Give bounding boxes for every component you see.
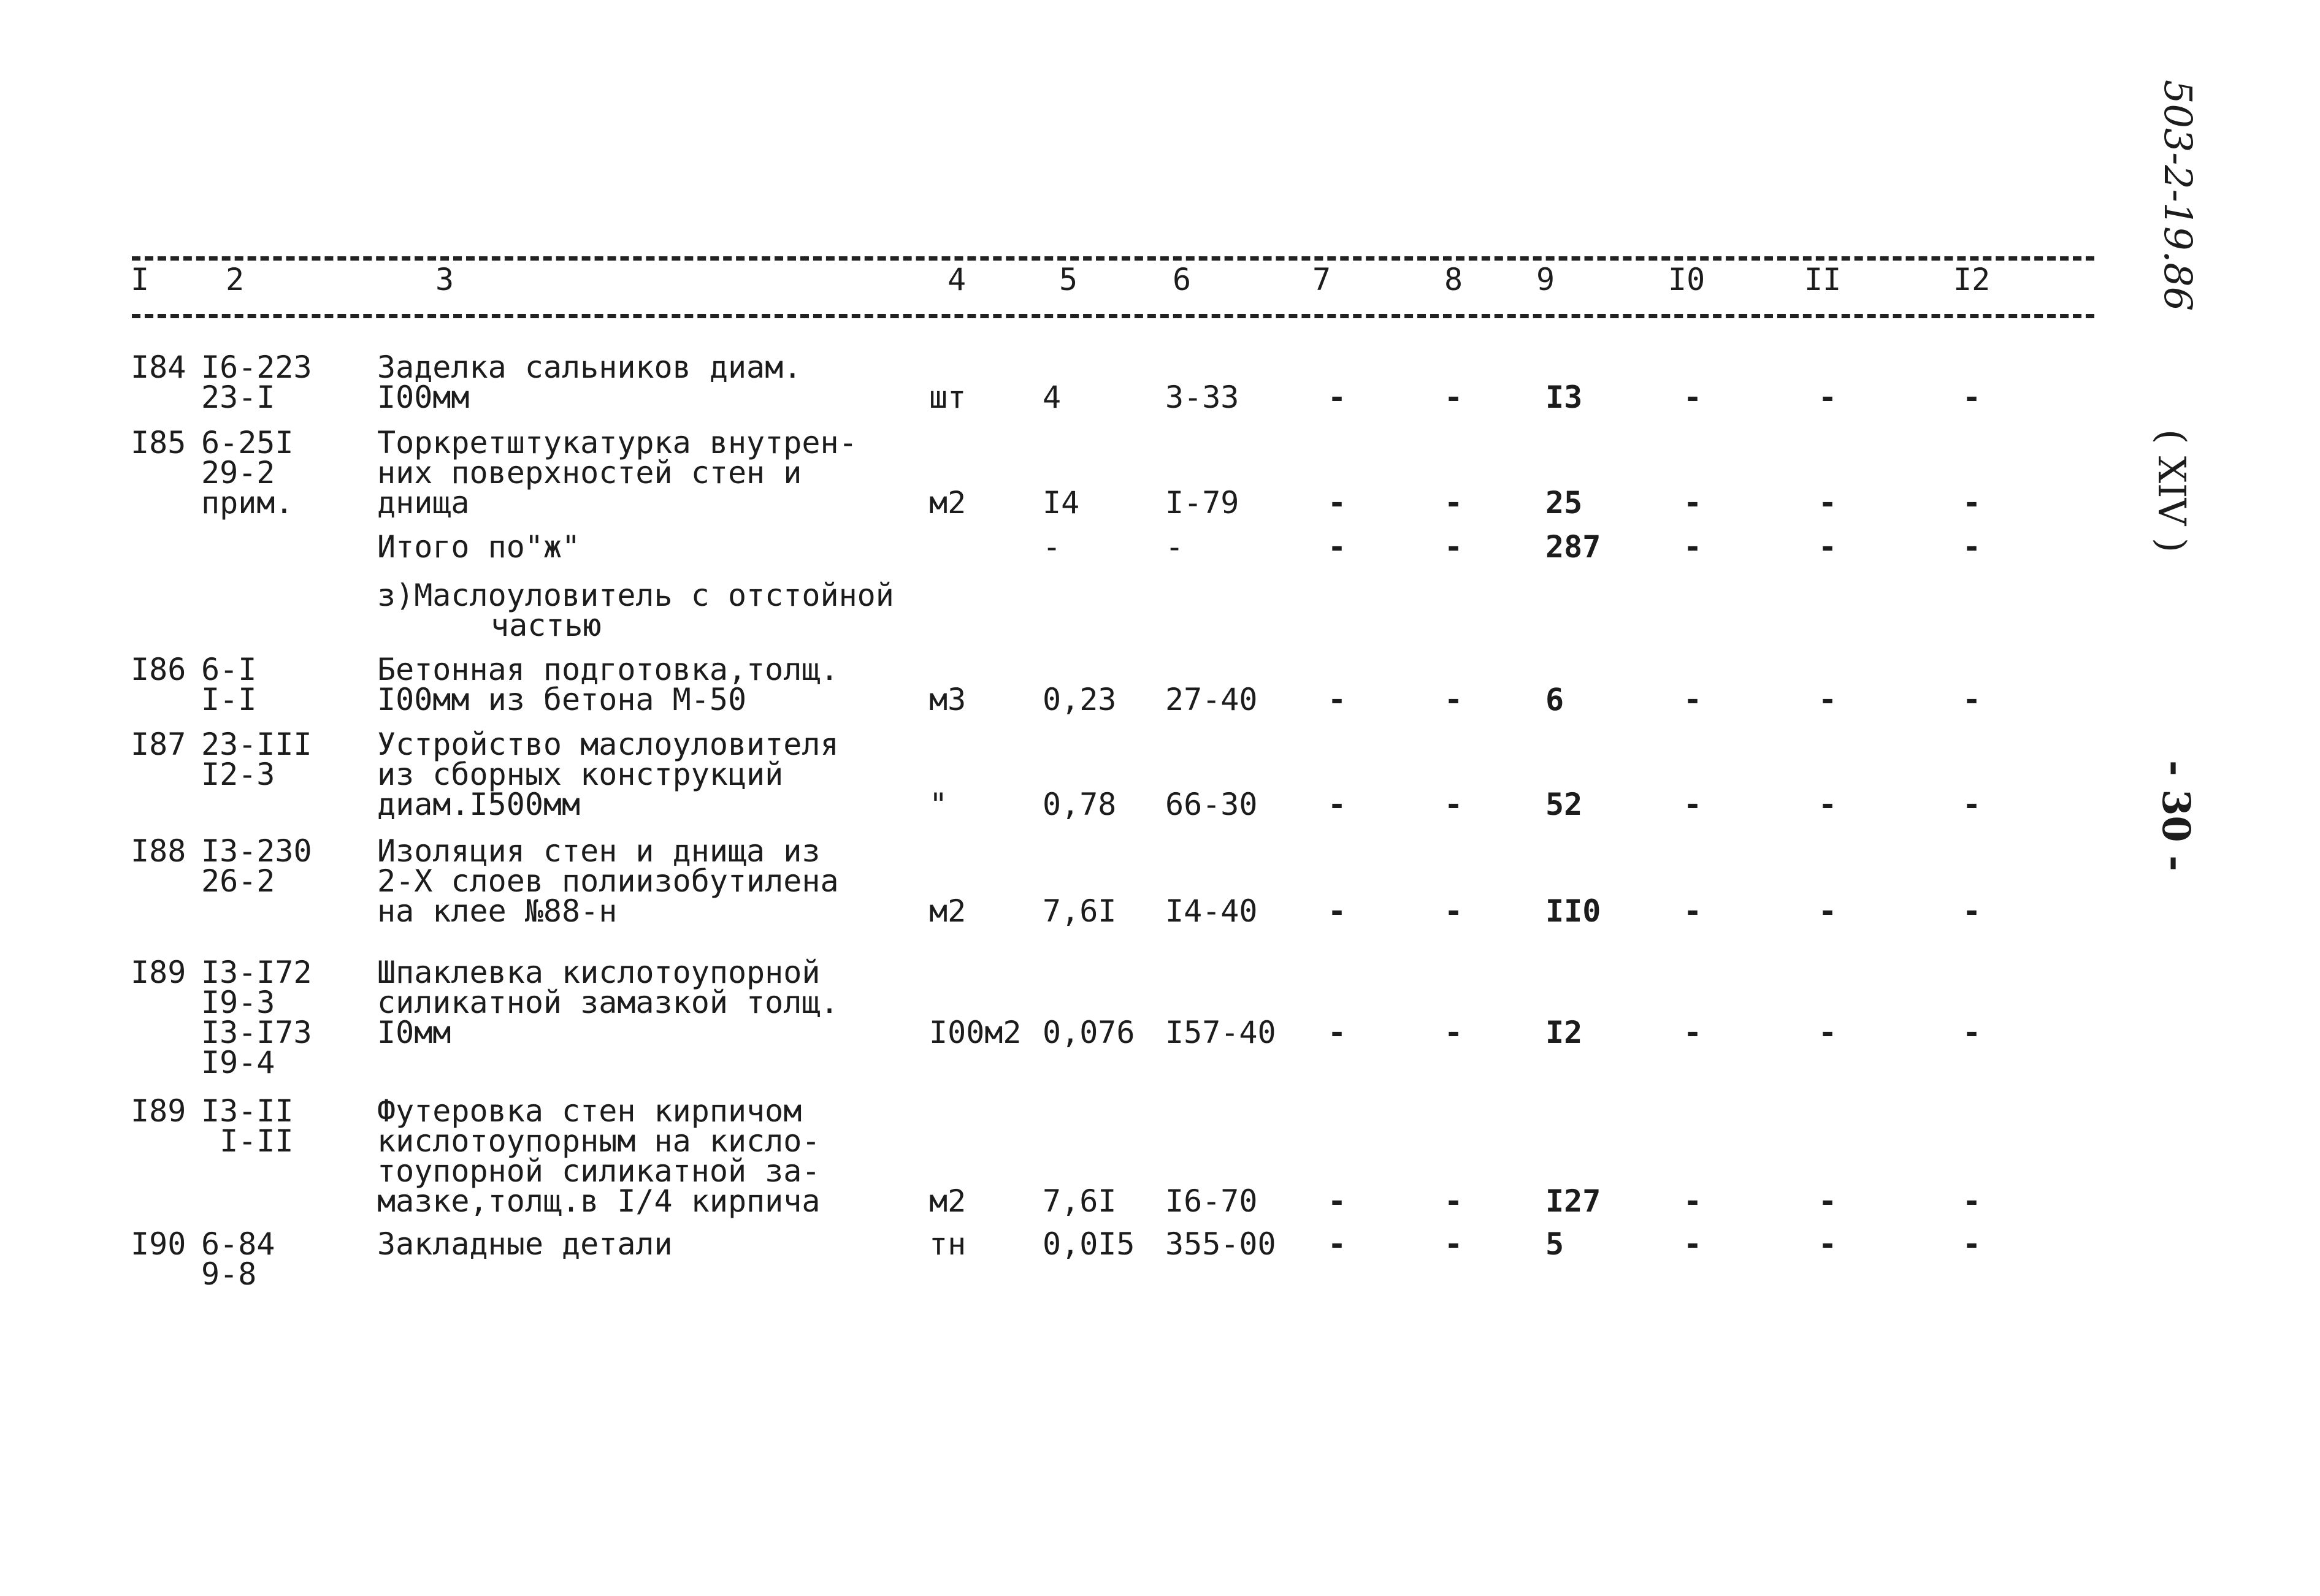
row-unit: м2 bbox=[929, 1183, 967, 1219]
row-c7: - bbox=[1328, 380, 1347, 415]
row-c8: - bbox=[1444, 1183, 1463, 1219]
row-c7: - bbox=[1328, 485, 1347, 521]
row-c10: - bbox=[1683, 893, 1702, 929]
row-c8: - bbox=[1444, 529, 1463, 565]
column-header-11: II bbox=[1804, 262, 1842, 297]
row-code-line: 6-84 bbox=[201, 1226, 275, 1262]
row-qty: 7,6I bbox=[1043, 1183, 1117, 1219]
row-description-line: Шпаклевка кислотоупорной bbox=[377, 955, 821, 990]
row-c11: - bbox=[1818, 1226, 1837, 1262]
row-c11: - bbox=[1818, 529, 1837, 565]
row-c11: - bbox=[1818, 682, 1837, 717]
column-header-10: I0 bbox=[1668, 262, 1706, 297]
row-description-line: Футеровка стен кирпичом bbox=[377, 1093, 802, 1129]
row-description-line: Изоляция стен и днища из bbox=[377, 833, 821, 869]
row-number: I89 bbox=[131, 1093, 186, 1129]
row-description-line: кислотоупорным на кисло- bbox=[377, 1123, 821, 1159]
document-code: 503-2-19.86 bbox=[2156, 80, 2200, 311]
row-c8: - bbox=[1444, 787, 1463, 822]
row-description-line: Заделка сальников диам. bbox=[377, 349, 802, 385]
row-c12: - bbox=[1962, 380, 1981, 415]
row-description-line: на клее №88-н bbox=[377, 893, 618, 929]
row-description-line: диам.I500мм bbox=[377, 787, 581, 822]
row-unit: м2 bbox=[929, 893, 967, 929]
row-code-line: I3-I72 bbox=[201, 955, 312, 990]
row-price: I-79 bbox=[1165, 485, 1239, 521]
row-code-line: I9-4 bbox=[201, 1045, 275, 1080]
row-description-line: з)Маслоуловитель с отстойной bbox=[377, 578, 894, 613]
row-description-line: мазке,толщ.в I/4 кирпича bbox=[377, 1183, 821, 1219]
row-description-line: из сборных конструкций bbox=[377, 757, 784, 792]
volume-number: ( XIV ) bbox=[2150, 429, 2194, 553]
row-c8: - bbox=[1444, 485, 1463, 521]
row-description-line: I00мм bbox=[377, 380, 470, 415]
column-header-7: 7 bbox=[1312, 262, 1331, 297]
row-qty: 0,0I5 bbox=[1043, 1226, 1135, 1262]
row-c9: 287 bbox=[1545, 529, 1601, 565]
row-number: I85 bbox=[131, 425, 186, 460]
row-c11: - bbox=[1818, 893, 1837, 929]
row-code-line: I3-230 bbox=[201, 833, 312, 869]
row-c11: - bbox=[1818, 1015, 1837, 1050]
row-code-line: 29-2 bbox=[201, 455, 275, 491]
row-c10: - bbox=[1683, 1015, 1702, 1050]
row-code-line: 23-III bbox=[201, 727, 312, 762]
column-header-3: 3 bbox=[435, 262, 454, 297]
row-code-line: 6-25I bbox=[201, 425, 294, 460]
column-header-5: 5 bbox=[1059, 262, 1078, 297]
row-description-line: Итого по"ж" bbox=[377, 529, 581, 565]
row-qty: - bbox=[1043, 529, 1062, 565]
row-code-line: 9-8 bbox=[201, 1256, 257, 1292]
row-c10: - bbox=[1683, 485, 1702, 521]
row-c11: - bbox=[1818, 485, 1837, 521]
row-code-line: 23-I bbox=[201, 380, 275, 415]
row-unit: " bbox=[929, 787, 948, 822]
row-description-line: Закладные детали bbox=[377, 1226, 673, 1262]
row-unit: м3 bbox=[929, 682, 967, 717]
row-c7: - bbox=[1328, 1226, 1347, 1262]
row-price: 355-00 bbox=[1165, 1226, 1276, 1262]
row-price: - bbox=[1165, 529, 1184, 565]
row-number: I90 bbox=[131, 1226, 186, 1262]
row-code-line: I3-I73 bbox=[201, 1015, 312, 1050]
row-code-line: I9-3 bbox=[201, 985, 275, 1020]
row-code-line: I3-II bbox=[201, 1093, 294, 1129]
row-c7: - bbox=[1328, 787, 1347, 822]
row-c8: - bbox=[1444, 1226, 1463, 1262]
row-price: I6-70 bbox=[1165, 1183, 1258, 1219]
row-c11: - bbox=[1818, 380, 1837, 415]
row-c9: 6 bbox=[1545, 682, 1564, 717]
column-header-2: 2 bbox=[226, 262, 245, 297]
column-header-8: 8 bbox=[1444, 262, 1463, 297]
row-description-line: силикатной замазкой толщ. bbox=[377, 985, 839, 1020]
row-c12: - bbox=[1962, 893, 1981, 929]
row-c10: - bbox=[1683, 529, 1702, 565]
row-unit: м2 bbox=[929, 485, 967, 521]
row-code-line: I6-223 bbox=[201, 349, 312, 385]
row-qty: 7,6I bbox=[1043, 893, 1117, 929]
row-number: I86 bbox=[131, 652, 186, 687]
row-c12: - bbox=[1962, 682, 1981, 717]
row-description-line: Устройство маслоуловителя bbox=[377, 727, 839, 762]
row-qty: 0,78 bbox=[1043, 787, 1117, 822]
row-c10: - bbox=[1683, 682, 1702, 717]
row-c7: - bbox=[1328, 893, 1347, 929]
row-price: I4-40 bbox=[1165, 893, 1258, 929]
row-price: 3-33 bbox=[1165, 380, 1239, 415]
column-header-4: 4 bbox=[948, 262, 967, 297]
row-c9: 5 bbox=[1545, 1226, 1564, 1262]
row-unit: тн bbox=[929, 1226, 967, 1262]
row-c12: - bbox=[1962, 787, 1981, 822]
row-qty: 0,23 bbox=[1043, 682, 1117, 717]
row-c7: - bbox=[1328, 1015, 1347, 1050]
row-number: I88 bbox=[131, 833, 186, 869]
row-c12: - bbox=[1962, 1015, 1981, 1050]
row-number: I87 bbox=[131, 727, 186, 762]
row-description-line: частью bbox=[491, 608, 602, 643]
row-code-line: 26-2 bbox=[201, 863, 275, 899]
row-price: 66-30 bbox=[1165, 787, 1258, 822]
column-header-9: 9 bbox=[1536, 262, 1555, 297]
row-c8: - bbox=[1444, 380, 1463, 415]
row-c8: - bbox=[1444, 1015, 1463, 1050]
row-description-line: Бетонная подготовка,толщ. bbox=[377, 652, 839, 687]
row-c7: - bbox=[1328, 1183, 1347, 1219]
row-c12: - bbox=[1962, 1183, 1981, 1219]
row-description-line: Торкретштукатурка внутрен- bbox=[377, 425, 857, 460]
row-c9: I2 bbox=[1545, 1015, 1583, 1050]
row-description-line: тоупорной силикатной за- bbox=[377, 1153, 821, 1189]
row-c9: I3 bbox=[1545, 380, 1583, 415]
row-number: I84 bbox=[131, 349, 186, 385]
row-c8: - bbox=[1444, 893, 1463, 929]
row-qty: I4 bbox=[1043, 485, 1080, 521]
row-c9: 25 bbox=[1545, 485, 1583, 521]
row-description-line: I00мм из бетона М-50 bbox=[377, 682, 747, 717]
row-c9: I27 bbox=[1545, 1183, 1601, 1219]
row-qty: 4 bbox=[1043, 380, 1062, 415]
row-price: I57-40 bbox=[1165, 1015, 1276, 1050]
row-c12: - bbox=[1962, 485, 1981, 521]
page-number: - 30 - bbox=[2154, 760, 2199, 871]
row-code-line: прим. bbox=[201, 485, 294, 521]
row-c10: - bbox=[1683, 787, 1702, 822]
row-c7: - bbox=[1328, 529, 1347, 565]
row-unit: шт bbox=[929, 380, 967, 415]
row-c12: - bbox=[1962, 1226, 1981, 1262]
column-header-1: I bbox=[131, 262, 150, 297]
header-bottom-rule bbox=[132, 314, 2094, 318]
row-code-line: I-I bbox=[201, 682, 257, 717]
row-code-line: 6-I bbox=[201, 652, 257, 687]
row-unit: I00м2 bbox=[929, 1015, 1022, 1050]
row-c9: 52 bbox=[1545, 787, 1583, 822]
row-c10: - bbox=[1683, 1226, 1702, 1262]
row-c11: - bbox=[1818, 1183, 1837, 1219]
row-c10: - bbox=[1683, 380, 1702, 415]
row-code-line: I2-3 bbox=[201, 757, 275, 792]
row-code-line: I-II bbox=[201, 1123, 294, 1159]
row-c11: - bbox=[1818, 787, 1837, 822]
row-price: 27-40 bbox=[1165, 682, 1258, 717]
row-c7: - bbox=[1328, 682, 1347, 717]
header-top-rule bbox=[132, 256, 2094, 261]
row-c8: - bbox=[1444, 682, 1463, 717]
row-number: I89 bbox=[131, 955, 186, 990]
column-header-6: 6 bbox=[1173, 262, 1192, 297]
row-description-line: 2-Х слоев полиизобутилена bbox=[377, 863, 839, 899]
row-c10: - bbox=[1683, 1183, 1702, 1219]
row-description-line: днища bbox=[377, 485, 470, 521]
column-header-12: I2 bbox=[1953, 262, 1991, 297]
row-description-line: них поверхностей стен и bbox=[377, 455, 802, 491]
row-c12: - bbox=[1962, 529, 1981, 565]
row-description-line: I0мм bbox=[377, 1015, 451, 1050]
row-qty: 0,076 bbox=[1043, 1015, 1135, 1050]
row-c9: II0 bbox=[1545, 893, 1601, 929]
